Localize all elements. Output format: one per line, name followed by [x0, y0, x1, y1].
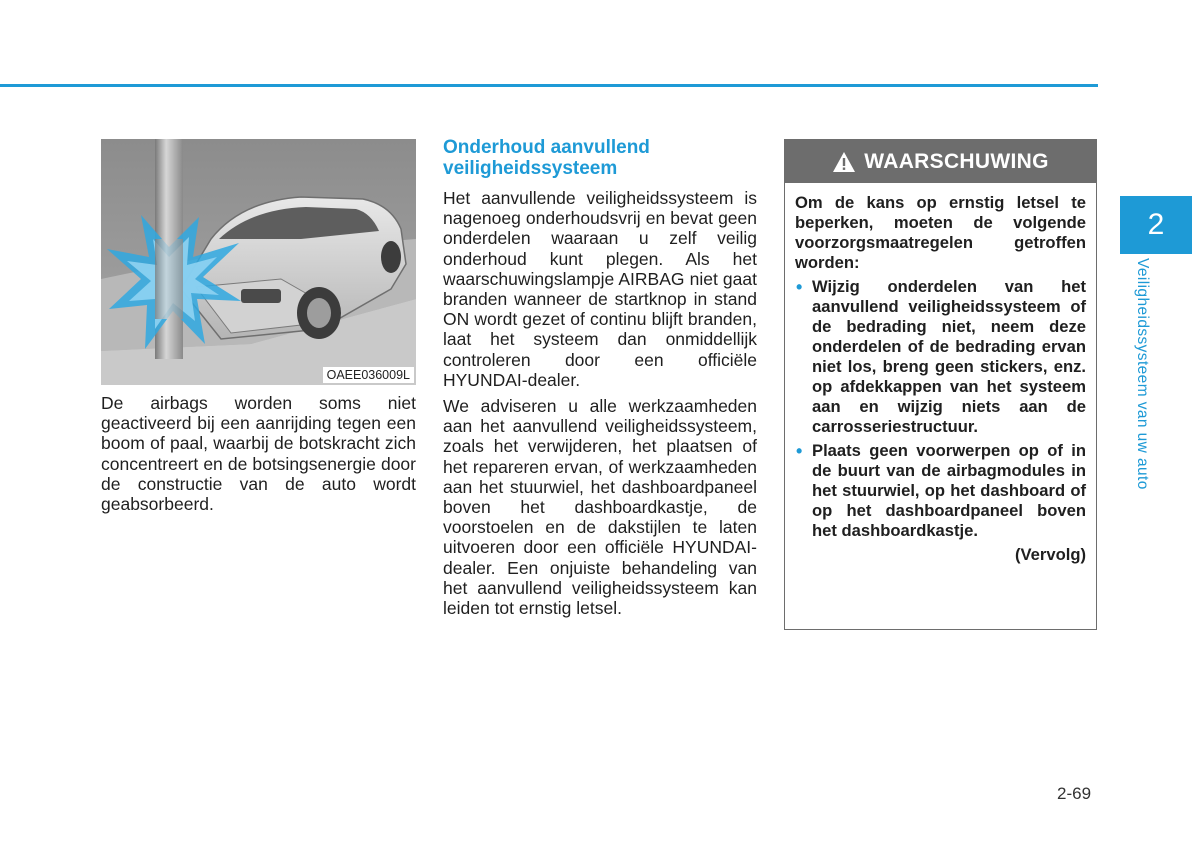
warning-bullets: [795, 277, 1086, 541]
warning-title: WAARSCHUWING: [864, 149, 1049, 173]
section-body: [443, 188, 757, 624]
section-paragraph: We adviseren u alle werkzaamheden aan het aanvullend veiligheidssysteem, zoals het verwijderen, het plaatsen of het repareren ervan, of werkzaamheden aan het stuurwiel, het dashboardpaneel boven het dashboardkastje, de voorstoelen en de dakstijlen te laten uitvoeren door een officiële HYUNDAI-dealer. Een onjuiste behandeling van het aanvullend veiligheidssysteem kan leiden tot ernstig letsel.: [443, 396, 757, 619]
figure-caption: De airbags worden soms niet geactiveerd bij een aanrijding tegen een boom of paal, waarbij de botskracht zich concentreert en de botsingsenergie door de constructie van de auto wordt geabsorbeerd.: [101, 393, 416, 515]
warning-bullet-item: [795, 277, 1086, 437]
warning-intro: Om de kans op ernstig letsel te beperken, moeten de volgende voorzorgsmaatregelen getroffen worden:: [795, 193, 1086, 272]
continued-label: (Vervolg): [1014, 545, 1086, 564]
warning-box: [784, 139, 1097, 630]
warning-bullet-text: Plaats geen voorwerpen op of in de buurt van de airbagmodules in het stuurwiel, op het dashboard of op het dashboardpaneel boven het dashboardkastje.: [812, 441, 1086, 540]
chapter-tab: 2: [1120, 196, 1192, 254]
warning-bullet-item: [795, 441, 1086, 541]
warning-triangle-icon: [832, 151, 856, 173]
page-number: 2-69: [1057, 784, 1092, 803]
bullet-dot-icon: •: [796, 277, 803, 297]
header-rule: [0, 84, 1098, 87]
bullet-dot-icon: •: [796, 441, 803, 461]
warning-body: [785, 183, 1096, 565]
crash-illustration: [101, 139, 416, 385]
warning-bullet-text: Wijzig onderdelen van het aanvullend veiligheidssysteem of de bedrading niet, neem deze onderdelen of de bedrading ervan niet los, breng geen stickers, enz. op afdekkappen van het systeem aan en wijzig niets aan de carrosseriestructuur.: [812, 277, 1086, 436]
warning-header: [785, 140, 1096, 183]
chapter-label: Veiligheidssysteem van uw auto: [1134, 258, 1151, 490]
section-paragraph: Het aanvullende veiligheidssysteem is nagenoeg onderhoudsvrij en bevat geen onderdelen waaraan u zelf veilig onderhoud kunt plegen. Als het waarschuwingslampje AIRBAG niet gaat branden wanneer de startknop in stand ON wordt gezet of continu blijft branden, laat het systeem dan onmiddellijk controleren door een officiële HYUNDAI-dealer.: [443, 188, 757, 390]
section-heading: Onderhoud aanvullend veiligheidssysteem: [443, 137, 650, 179]
figure-code: OAEE036009L: [323, 367, 414, 383]
